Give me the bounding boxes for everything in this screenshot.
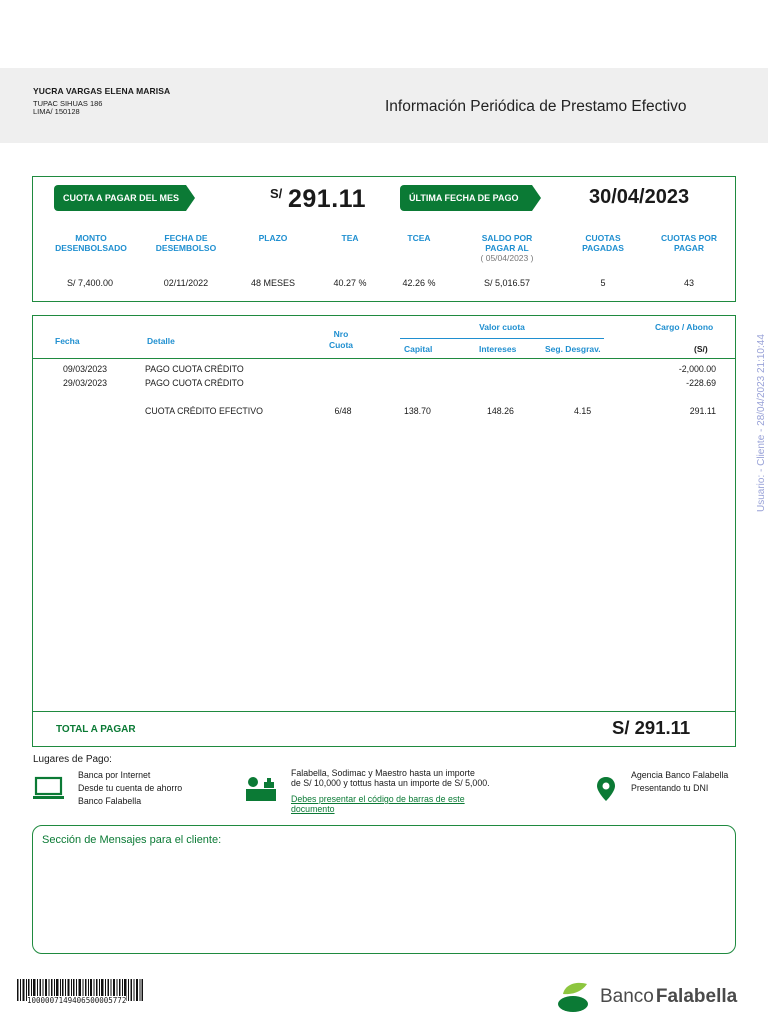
row-detalle: PAGO CUOTA CRÉDITO [145, 364, 244, 374]
valor-cuota-divider [400, 338, 604, 339]
mov-head-capital: Capital [404, 344, 433, 354]
row-fecha: 09/03/2023 [63, 364, 108, 374]
row-fecha: 29/03/2023 [63, 378, 108, 388]
total-divider [33, 711, 735, 712]
row-detalle: PAGO CUOTA CRÉDITO [145, 378, 244, 388]
monto-desembolsado: S/ 7,400.00 [66, 278, 114, 288]
cuota-label-pill [54, 185, 186, 211]
row-intereses: 148.26 [487, 406, 514, 416]
document-title: Información Periódica de Prestamo Efectivo [385, 98, 687, 115]
row-seg-desgrav: 4.15 [574, 406, 592, 416]
mov-head-valor-cuota: Valor cuota [479, 322, 525, 332]
agency-line2: Presentando tu DNI [631, 783, 709, 793]
total-amount: S/ 291.11 [612, 717, 691, 738]
mov-head-intereses: Intereses [479, 344, 517, 354]
cashier-icon [244, 776, 278, 802]
cuota-label: CUOTA A PAGAR DEL MES [63, 193, 180, 203]
row-capital: 138.70 [404, 406, 431, 416]
movements-header-divider [33, 358, 735, 359]
cuota-currency: S/ [270, 186, 283, 201]
side-note-wrapper [756, 334, 768, 692]
col-head-cuotas-pagadas: CUOTAS PAGADAS [582, 233, 624, 253]
col-head-plazo: PLAZO [258, 233, 288, 243]
client-address-line1: TUPAC SIHUAS 186 [33, 99, 103, 108]
location-pin-icon [596, 776, 616, 802]
tcea: 42.26 % [402, 278, 436, 288]
col-head-saldo: SALDO POR PAGAR AL [481, 233, 533, 253]
saldo-por-pagar: S/ 5,016.57 [483, 278, 531, 288]
stores-note-line2[interactable]: documento [291, 804, 335, 814]
client-name: YUCRA VARGAS ELENA MARISA [33, 86, 171, 96]
payment-places-title: Lugares de Pago: [33, 754, 112, 765]
logo-word-falabella: Falabella [655, 986, 738, 1007]
stores-line1: Falabella, Sodimac y Maestro hasta un importe [291, 768, 475, 778]
col-head-monto: MONTO DESENBOLSADO [55, 233, 127, 253]
row-importe: -228.69 [686, 378, 716, 388]
col-head-cuotas-por-pagar: CUOTAS POR PAGAR [660, 233, 718, 253]
mov-head-detalle: Detalle [147, 336, 175, 346]
total-label: TOTAL A PAGAR [56, 724, 136, 735]
row-detalle: CUOTA CRÉDITO EFECTIVO [145, 406, 263, 416]
internet-line1: Banca por Internet [78, 770, 151, 780]
col-head-tea: TEA [341, 233, 359, 243]
row-nro-cuota: 6/48 [334, 406, 352, 416]
row-importe: -2,000.00 [678, 364, 716, 374]
laptop-icon [32, 776, 65, 802]
side-note: Usuario: - Cliente - 28/04/2023 21:10:44 [756, 334, 767, 512]
ultima-fecha-value: 30/04/2023 [589, 186, 690, 208]
mov-head-cargo-abono: Cargo / Abono [655, 322, 714, 332]
ultima-fecha-label: ÚLTIMA FECHA DE PAGO [409, 193, 519, 203]
internet-line2: Desde tu cuenta de ahorro [78, 783, 183, 793]
ultima-fecha-label-pill [400, 185, 532, 211]
agency-line1: Agencia Banco Falabella [631, 770, 729, 780]
mov-head-nro-cuota: Nro Cuota [328, 329, 354, 350]
stores-line2: de S/ 10,000 y tottus hasta un importe de S/ 5,000. [291, 778, 490, 788]
tea: 40.27 % [333, 278, 367, 288]
banco-falabella-logo-text [600, 986, 737, 1008]
mov-head-fecha: Fecha [55, 336, 80, 346]
cuotas-por-pagar: 43 [683, 278, 694, 288]
fecha-desembolso: 02/11/2022 [163, 278, 209, 288]
barcode-number: 1000007149406500005772 [27, 996, 127, 1005]
internet-line3: Banco Falabella [78, 796, 142, 806]
messages-title: Sección de Mensajes para el cliente: [42, 834, 222, 846]
cuotas-pagadas: 5 [600, 278, 606, 288]
mov-head-seg-desgrav: Seg. Desgrav. [545, 344, 601, 354]
plazo: 48 MESES [250, 278, 296, 288]
stores-note-line1[interactable]: Debes presentar el código de barras de este [291, 794, 465, 804]
movements-box [32, 315, 736, 747]
row-importe: 291.11 [689, 406, 716, 416]
col-head-tcea: TCEA [407, 233, 431, 243]
col-head-fecha-desembolso: FECHA DE DESEMBOLSO [155, 233, 217, 253]
client-address-line2: LIMA/ 150128 [33, 107, 80, 116]
banco-falabella-logo-icon [557, 978, 595, 1014]
saldo-date: ( 05/04/2023 ) [480, 253, 534, 263]
mov-head-moneda: (S/) [694, 344, 708, 354]
cuota-amount: 291.11 [288, 185, 367, 213]
logo-word-banco: Banco [600, 986, 654, 1007]
